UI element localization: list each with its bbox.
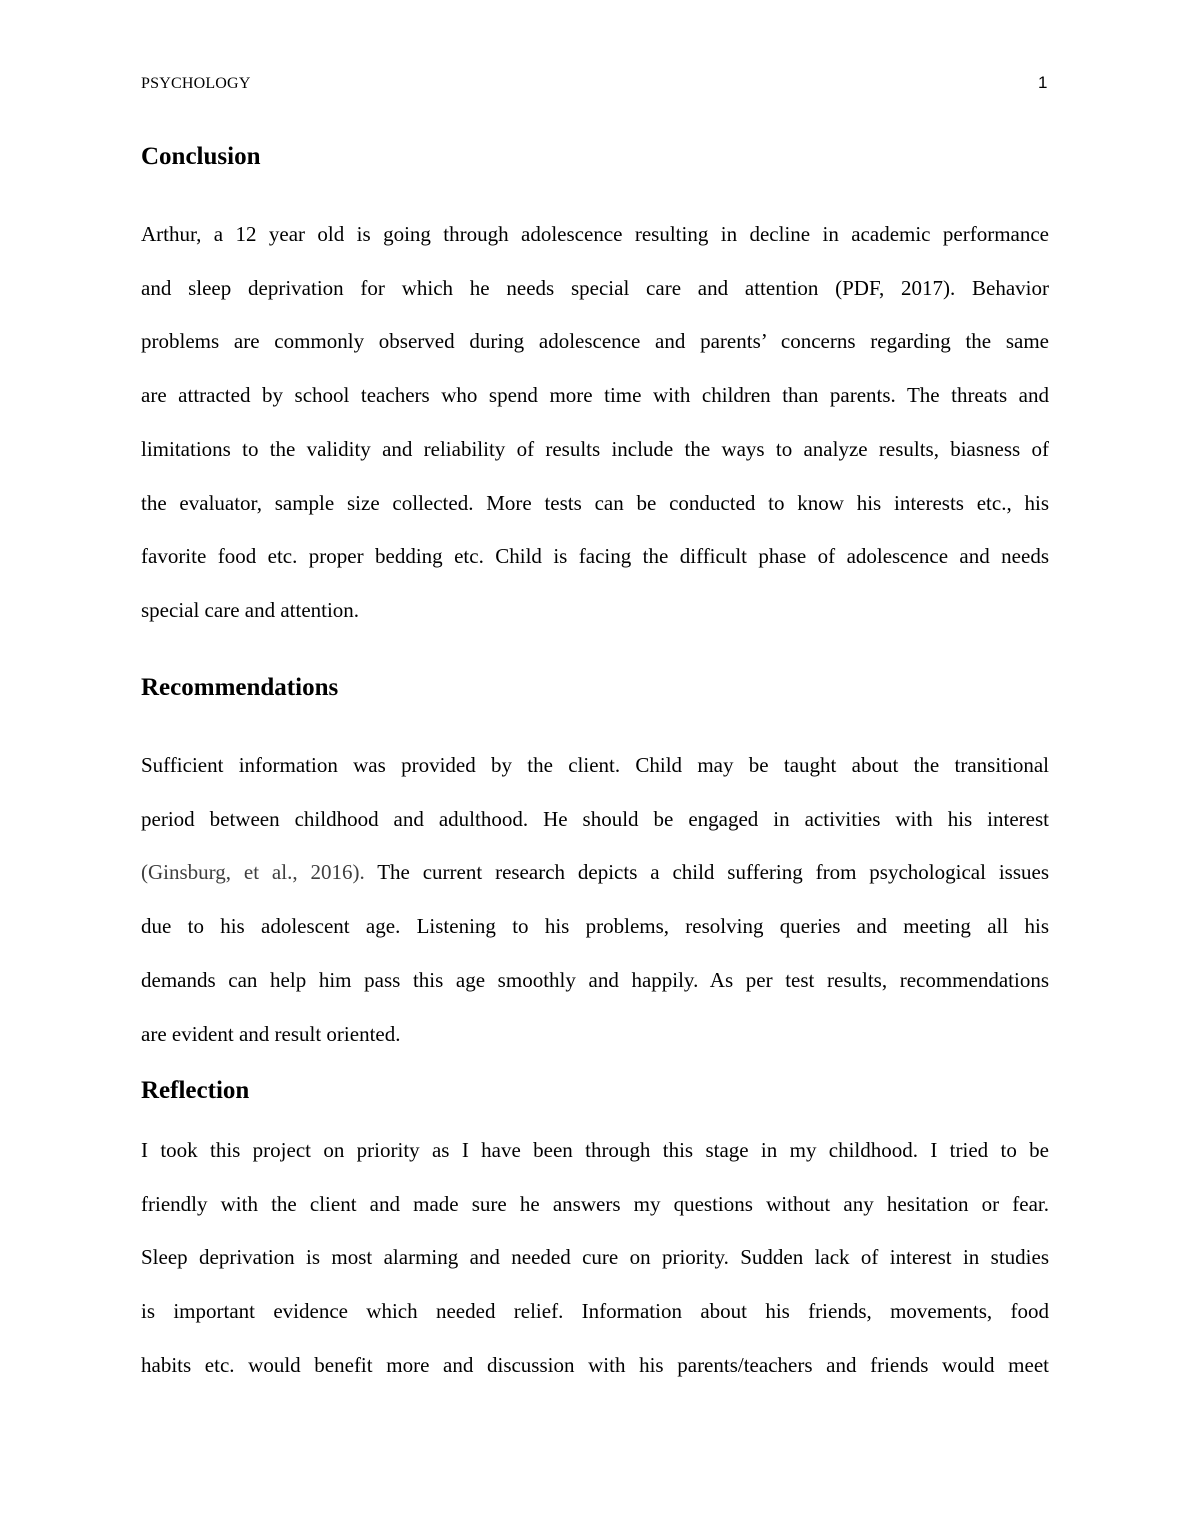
paragraph-line: are attracted by school teachers who spend more time with children than parents. The threats and (141, 383, 1049, 408)
paragraph-line: the evaluator, sample size collected. More tests can be conducted to know his interests etc., his (141, 490, 1049, 515)
paragraph-line: I took this project on priority as I have been through this stage in my childhood. I tried to be (141, 1138, 1049, 1162)
citation-tail: The current research depicts a child suffering from psychological issues (364, 860, 1049, 885)
paragraph-line: and sleep deprivation for which he needs special care and attention (PDF, 2017). Behavior (141, 275, 1049, 300)
paragraph-line: demands can help him pass this age smoothly and happily. As per test results, recommendations (141, 967, 1049, 992)
reflection-paragraph (141, 1124, 1049, 1393)
paragraph-line: Sufficient information was provided by the client. Child may be taught about the transitional (141, 753, 1049, 777)
running-head: PSYCHOLOGY (141, 75, 251, 92)
paragraph-line: period between childhood and adulthood. He should be engaged in activities with his interest (141, 806, 1049, 831)
paragraph-line: Arthur, a 12 year old is going through adolescence resulting in decline in academic performance (141, 222, 1049, 246)
paragraph-line: are evident and result oriented. (141, 1021, 401, 1046)
paragraph-line (141, 846, 1049, 900)
paragraph-line: due to his adolescent age. Listening to his problems, resolving queries and meeting all his (141, 914, 1049, 939)
citation: (Ginsburg, et al., 2016). (141, 860, 365, 885)
conclusion-heading: Conclusion (141, 143, 261, 170)
paragraph-line: friendly with the client and made sure he answers my questions without any hesitation or fear. (141, 1191, 1049, 1216)
paragraph-line: favorite food etc. proper bedding etc. Child is facing the difficult phase of adolescence and needs (141, 544, 1049, 569)
page-number: 1 (1038, 73, 1048, 92)
reflection-heading: Reflection (141, 1077, 250, 1104)
recommendations-heading: Recommendations (141, 674, 339, 701)
paragraph-line: habits etc. would benefit more and discussion with his parents/teachers and friends would meet (141, 1352, 1049, 1377)
paragraph-line: is important evidence which needed relief. Information about his friends, movements, food (141, 1299, 1049, 1324)
paragraph-line: limitations to the validity and reliability of results include the ways to analyze results, biasness of (141, 436, 1049, 461)
recommendations-paragraph (141, 739, 1049, 1061)
paragraph-line: problems are commonly observed during adolescence and parents’ concerns regarding the same (141, 329, 1049, 354)
paragraph-line: Sleep deprivation is most alarming and needed cure on priority. Sudden lack of interest in studies (141, 1245, 1049, 1270)
conclusion-paragraph (141, 208, 1049, 638)
paragraph-line: special care and attention. (141, 597, 360, 622)
